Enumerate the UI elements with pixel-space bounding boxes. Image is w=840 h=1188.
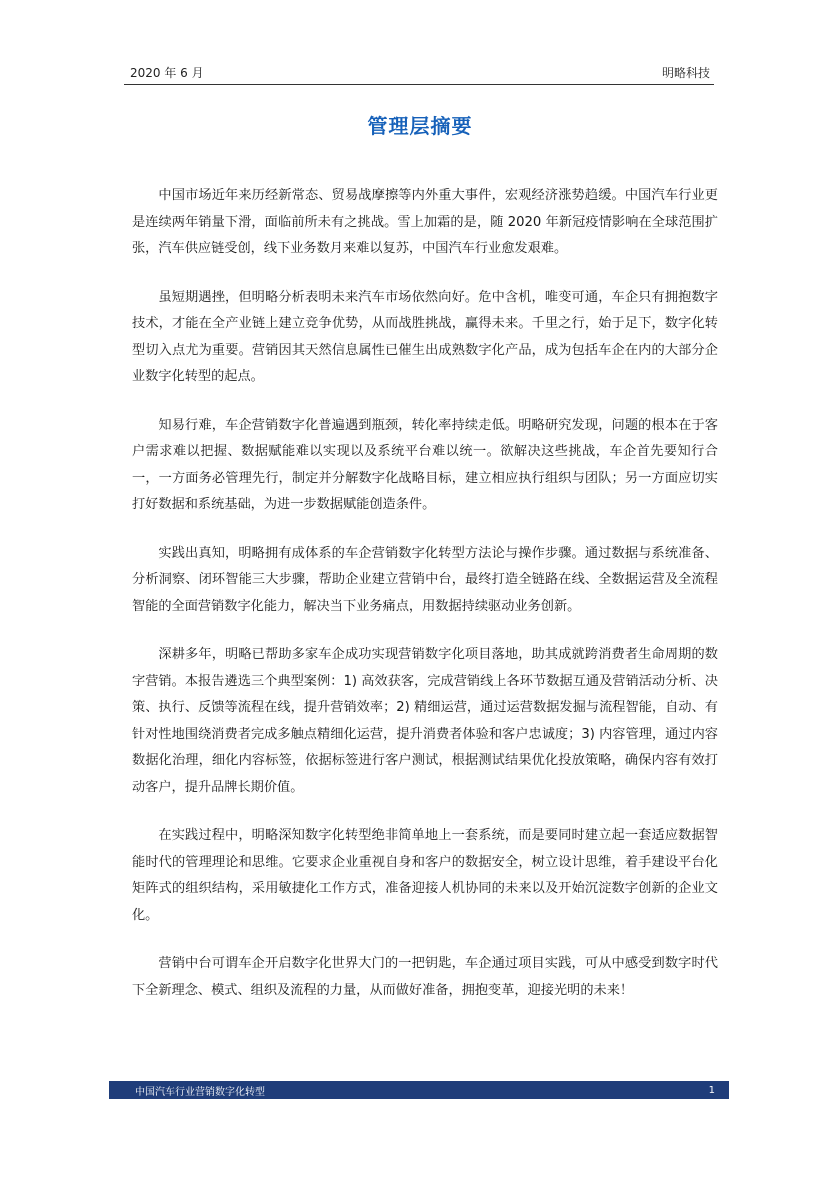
- paragraph-5: 深耕多年，明略已帮助多家车企成功实现营销数字化项目落地，助其成就跨消费者生命周期的数字营销。本报告遴选三个典型案例：1) 高效获客，完成营销线上各环节数据互通及营销活动分析、决策、执行、反馈等流程在线，提升营销效率；2) 精细运营，通过运营数据发掘与流程智能，自动、有针对性地围绕消费者完成多触点精细化运营，提升消费者体验和客户忠诚度；3) 内容管理，通过内容数据化治理，细化内容标签，依据标签进行客户测试，根据测试结果优化投放策略，确保内容有效打动客户，提升品牌长期价值。: [132, 647, 718, 795]
- paragraph-3: 知易行难，车企营销数字化普遍遇到瓶颈，转化率持续走低。明略研究发现，问题的根本在于客户需求难以把握、数据赋能难以实现以及系统平台难以统一。欲解决这些挑战，车企首先要知行合一，一方面务必管理先行，制定并分解数字化战略目标，建立相应执行组织与团队；另一方面应切实打好数据和系统基础，为进一步数据赋能创造条件。: [132, 417, 718, 512]
- footer-page-number: 1: [708, 1084, 715, 1096]
- paragraph-1: 中国市场近年来历经新常态、贸易战摩擦等内外重大事件，宏观经济涨势趋缓。中国汽车行业更是连续两年销量下滑，面临前所未有之挑战。雪上加霜的是，随 2020 年新冠疫情影响在全球范围扩张，汽车供应链受创，线下业务数月来难以复苏，中国汽车行业愈发艰难。: [132, 188, 718, 256]
- page-footer: [109, 1081, 729, 1099]
- summary-body: [132, 183, 718, 1026]
- header-divider: [124, 84, 714, 85]
- footer-report-name: 中国汽车行业营销数字化转型: [135, 1086, 265, 1098]
- page-title: 管理层摘要: [367, 114, 473, 138]
- page-header: [130, 64, 710, 81]
- paragraph-4: 实践出真知，明略拥有成体系的车企营销数字化转型方法论与操作步骤。通过数据与系统准备、分析洞察、闭环智能三大步骤，帮助企业建立营销中台，最终打造全链路在线、全数据运营及全流程智能的全面营销数字化能力，解决当下业务痛点，用数据持续驱动业务创新。: [132, 545, 718, 614]
- paragraph-7: 营销中台可谓车企开启数字化世界大门的一把钥匙，车企通过项目实践，可从中感受到数字时代下全新理念、模式、组织及流程的力量，从而做好准备，拥抱变革，迎接光明的未来！: [132, 956, 718, 998]
- paragraph-2: 虽短期遇挫，但明略分析表明未来汽车市场依然向好。危中含机，唯变可通，车企只有拥抱数字技术，才能在全产业链上建立竞争优势，从而战胜挑战，赢得未来。千里之行，始于足下，数字化转型切入点尤为重要。营销因其天然信息属性已催生出成熟数字化产品，成为包括车企在内的大部分企业数字化转型的起点。: [132, 289, 718, 384]
- paragraph-6: 在实践过程中，明略深知数字化转型绝非简单地上一套系统，而是要同时建立起一套适应数据智能时代的管理理论和思维。它要求企业重视自身和客户的数据安全，树立设计思维，着手建设平台化矩阵式的组织结构，采用敏捷化工作方式，准备迎接人机协同的未来以及开始沉淀数字创新的企业文化。: [132, 828, 718, 923]
- header-company: 明略科技: [661, 66, 710, 80]
- header-date: 2020 年 6 月: [130, 66, 204, 80]
